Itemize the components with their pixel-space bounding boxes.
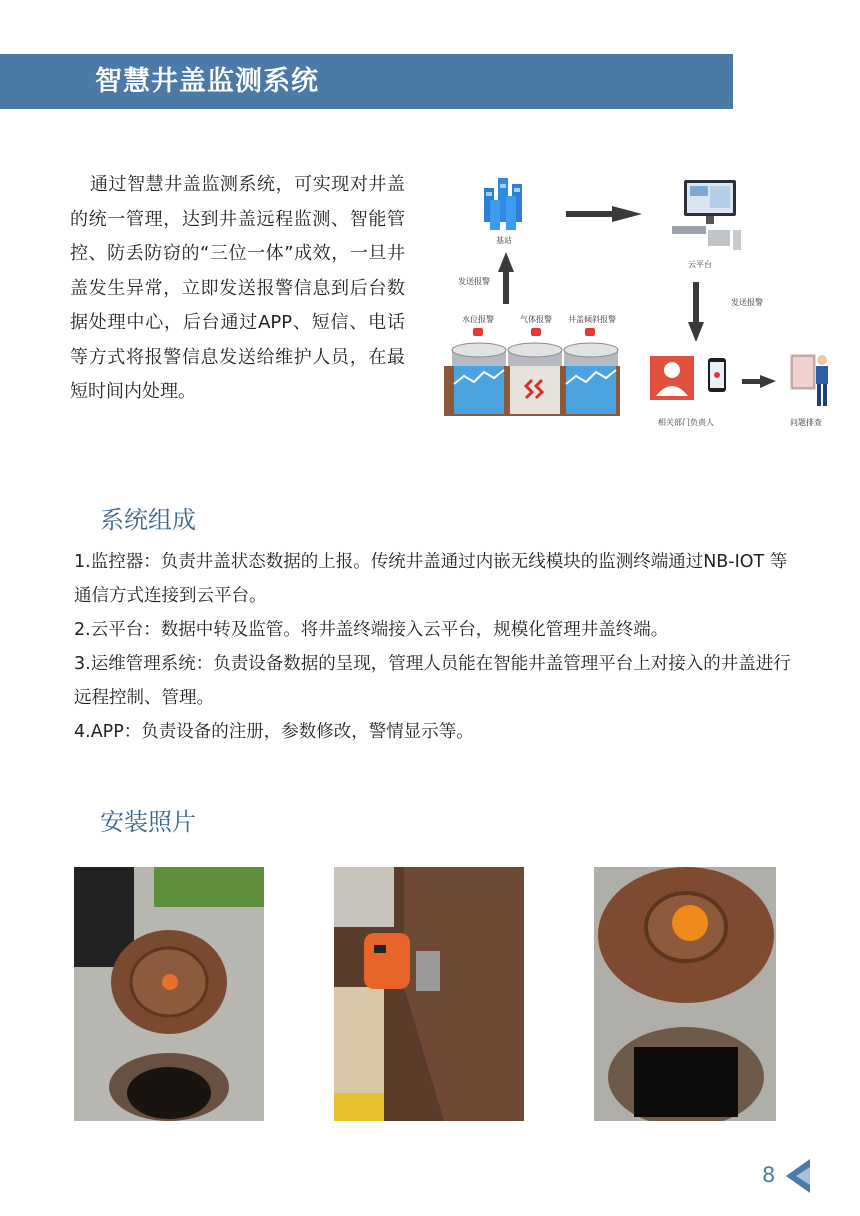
manhole-illustration [444, 343, 620, 416]
intro-paragraph: 通过智慧井盖监测系统，可实现对井盖的统一管理，达到井盖远程监测、智能管控、防丢防窃的“三位一体”成效，一旦井盖发生异常，立即发送报警信息到后台数据处理中心，后台通过APP、短信、电话等方式将报警信息发送给维护人员，在最短时间内处理。 [70, 174, 405, 402]
list-item: 3.运维管理系统：负责设备数据的呈现，管理人员能在智能井盖管理平台上对接入的井盖进行远程控制、管理。 [74, 654, 791, 708]
install-photo-1 [74, 867, 264, 1121]
arrow-up-icon [498, 252, 514, 304]
list-item: 1.监控器：负责井盖状态数据的上报。传统井盖通过内嵌无线模块的监测终端通过NB-IOT 等通信方式连接到云平台。 [74, 552, 788, 606]
tilt-alarm-label: 井盖倾斜报警 [568, 315, 616, 324]
list-item: 2.云平台：数据中转及监管。将井盖终端接入云平台，规模化管理井盖终端。 [74, 620, 669, 640]
section-title-composition: 系统组成 [100, 506, 196, 534]
water-alarm-label: 水位报警 [462, 315, 494, 324]
base-station-icon [484, 178, 522, 230]
responsible-person-icon [650, 356, 726, 400]
page-number: 8 [762, 1163, 776, 1187]
base-station-label: 基站 [496, 236, 512, 245]
siren-icons [473, 328, 595, 336]
header-bar [0, 54, 733, 109]
install-photo-2 [334, 867, 524, 1121]
send-alarm-left-label: 发送报警 [458, 277, 490, 286]
computer-icon [672, 180, 741, 250]
responsible-person-label: 相关部门负责人 [658, 418, 714, 427]
gas-alarm-label: 气体报警 [520, 315, 552, 324]
list-item: 4.APP：负责设备的注册，参数修改，警情显示等。 [74, 722, 474, 742]
arrow-right-icon [566, 206, 642, 222]
page-title: 智慧井盖监测系统 [95, 66, 319, 97]
arrow-down-icon [688, 282, 704, 342]
system-diagram-svg [440, 170, 840, 440]
arrow-right-small-icon [742, 375, 776, 388]
troubleshoot-label: 问题排查 [790, 418, 822, 427]
composition-list [74, 545, 794, 749]
cloud-platform-label: 云平台 [688, 260, 712, 269]
section-title-photos: 安装照片 [100, 808, 196, 836]
page-arrow-icon [784, 1159, 810, 1193]
worker-icon [790, 354, 828, 406]
install-photo-3 [594, 867, 776, 1121]
send-alarm-right-label: 发送报警 [731, 298, 763, 307]
system-diagram [440, 170, 840, 440]
